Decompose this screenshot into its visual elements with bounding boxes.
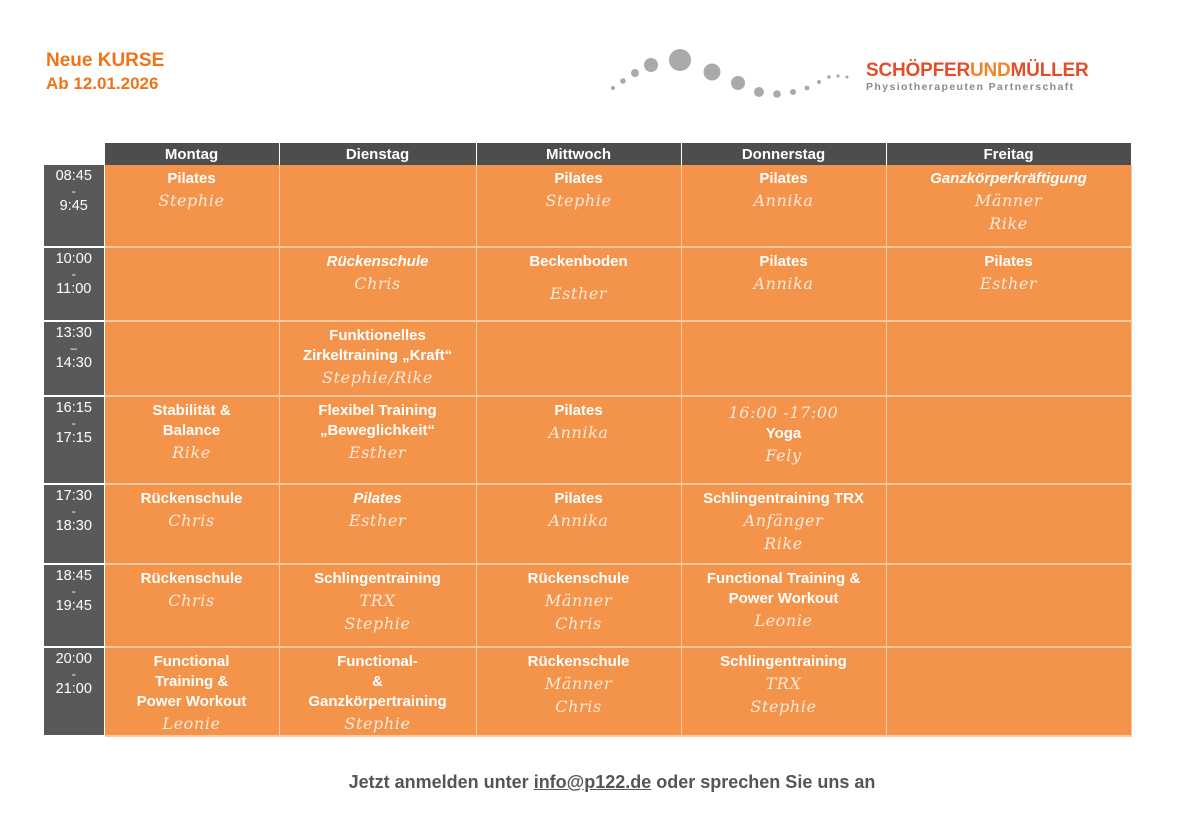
course-title: Ganzkörpertraining [308,693,447,710]
time-start: 13:30 [55,325,92,341]
course-cell [476,647,681,736]
course-cell [104,647,279,736]
logo-dot [790,89,796,95]
course-title: Pilates [167,170,216,187]
course-detail: Esther [348,443,407,462]
time-slot-row [44,247,1131,321]
course-detail: TRX [765,674,802,693]
course-detail: Männer [544,591,613,610]
course-title: Pilates [984,253,1033,270]
logo-dot [704,64,721,81]
logo-dot [773,90,781,98]
course-detail: 16:00 -17:00 [728,403,839,422]
logo-dot [805,86,810,91]
course-title: Yoga [765,425,802,442]
course-title: Flexibel Training [318,402,437,419]
course-cell [279,396,476,484]
course-cell [279,484,476,564]
time-end: 18:30 [55,518,92,534]
logo-dot [669,49,691,71]
course-cell [279,247,476,321]
course-detail: Chris [168,591,215,610]
time-separator: - [71,267,76,281]
course-title: & [372,673,383,690]
logo-dot [631,69,639,77]
logo-dots-graphic [605,40,860,110]
course-detail: Stephie [750,697,817,716]
day-header: Mittwoch [476,143,681,165]
logo-dot [620,78,626,84]
empty-cell [104,321,279,396]
time-start: 16:15 [55,400,92,416]
time-slot-row [44,396,1131,484]
course-detail: Stephie [344,714,411,733]
course-title: Stabilität & [152,402,231,419]
course-cell [681,165,886,247]
time-start: 17:30 [55,488,92,504]
course-title: Pilates [554,170,603,187]
time-separator: - [71,184,76,198]
course-cell [279,564,476,647]
logo-dot [754,87,764,97]
course-detail: Chris [354,274,401,293]
course-title: Power Workout [728,590,839,607]
empty-cell [886,484,1131,564]
course-cell [681,564,886,647]
time-separator: - [71,416,76,430]
empty-cell [476,321,681,396]
course-detail: Chris [555,614,602,633]
course-cell [886,165,1131,247]
time-end: 14:30 [55,355,92,371]
start-date: Ab 12.01.2026 [46,74,159,93]
time-slot [44,321,104,396]
footer-before: Jetzt anmelden unter [348,772,534,792]
time-start: 18:45 [55,568,92,584]
time-separator: - [71,504,76,518]
time-end: 9:45 [59,198,88,214]
time-separator: - [71,584,76,598]
course-title: Pilates [554,490,603,507]
course-title: Rückenschule [527,653,630,670]
time-separator: – [70,341,78,355]
course-cell [681,396,886,484]
course-title: Pilates [759,253,808,270]
course-title: Schlingentraining TRX [703,490,864,507]
logo-dot [644,58,658,72]
logo-dot [846,76,849,79]
course-detail: Männer [544,674,613,693]
page-title: Neue KURSE [46,50,165,71]
time-slot-row [44,564,1131,647]
course-detail: Männer [974,191,1043,210]
course-title: „Beweglichkeit“ [319,422,436,439]
footer-text [0,772,1199,793]
empty-cell [886,321,1131,396]
course-title: Pilates [759,170,808,187]
course-detail: Stephie/Rike [322,368,433,387]
course-cell [104,165,279,247]
course-schedule-table [44,143,1132,737]
empty-cell [886,564,1131,647]
day-header: Freitag [886,143,1131,165]
course-title: Training & [154,673,229,690]
course-title: Rückenschule [140,570,243,587]
course-title: Pilates [353,490,402,507]
time-slot [44,247,104,321]
course-detail: Esther [979,274,1038,293]
course-cell [104,564,279,647]
course-cell [681,647,886,736]
course-cell [476,484,681,564]
time-start: 08:45 [55,168,92,184]
course-detail: Stephie [344,614,411,633]
course-title: Rückenschule [326,253,429,270]
course-detail: Rike [764,534,803,553]
time-start: 10:00 [55,251,92,267]
course-title: Functional Training & [706,570,861,587]
time-separator: - [71,667,76,681]
course-detail: Anfänger [743,511,824,530]
time-slot [44,484,104,564]
course-detail: Leonie [754,611,813,630]
spacer [477,272,681,282]
day-header: Montag [104,143,279,165]
empty-cell [886,396,1131,484]
course-detail: Chris [168,511,215,530]
logo-dot [836,74,839,77]
email-link[interactable]: info@p122.de [533,772,652,792]
course-detail: Rike [172,443,211,462]
course-cell [476,247,681,321]
course-cell [476,396,681,484]
time-end: 11:00 [56,281,92,297]
logo-dot [611,86,615,90]
day-header: Dienstag [279,143,476,165]
time-end: 19:45 [55,598,92,614]
time-slot-row [44,484,1131,564]
course-cell [476,165,681,247]
time-end: 17:15 [55,430,92,446]
course-title: Ganzkörperkräftigung [930,170,1087,187]
day-header: Donnerstag [681,143,886,165]
course-title: Rückenschule [140,490,243,507]
time-slot-row [44,165,1131,247]
time-start: 20:00 [55,651,92,667]
course-cell [279,647,476,736]
logo-brand-part2: UND [969,60,1011,81]
corner-cell [44,143,104,165]
course-cell [886,247,1131,321]
footer-after: oder sprechen Sie uns an [651,772,876,792]
empty-cell [886,647,1131,736]
logo-dot [827,75,831,79]
logo-brand-part1: SCHÖPFER [866,60,970,81]
course-cell [104,484,279,564]
course-detail: Leonie [162,714,221,733]
day-header-row [44,143,1131,165]
course-detail: Fely [765,446,802,465]
course-cell [279,321,476,396]
course-title: Schlingentraining [314,570,441,587]
time-slot-row [44,647,1131,736]
course-detail: Esther [549,284,608,303]
time-end: 21:00 [55,681,92,697]
time-slot-row [44,321,1131,396]
course-cell [104,396,279,484]
course-detail: Stephie [158,191,225,210]
time-slot [44,564,104,647]
course-detail: Rike [989,214,1028,233]
logo-brand [866,61,1089,81]
course-cell [681,484,886,564]
logo-dot [817,80,821,84]
course-detail: Annika [753,191,814,210]
course-cell [476,564,681,647]
course-detail: Chris [555,697,602,716]
course-title: Rückenschule [527,570,630,587]
course-title: Zirkeltraining „Kraft“ [302,347,453,364]
course-title: Functional- [337,653,418,670]
course-title: Funktionelles [329,327,426,344]
course-detail: Annika [753,274,814,293]
course-cell [681,247,886,321]
logo-brand-part3: MÜLLER [1010,60,1089,81]
empty-cell [279,165,476,247]
logo [866,61,1089,93]
time-slot [44,647,104,736]
logo-subtitle: Physiotherapeuten Partnerschaft [866,81,1075,93]
course-detail: Esther [348,511,407,530]
page-title-block [46,50,164,96]
course-title: Power Workout [136,693,247,710]
course-title: Schlingentraining [720,653,847,670]
course-detail: Annika [548,423,609,442]
time-slot [44,165,104,247]
course-detail: TRX [359,591,396,610]
course-title: Beckenboden [529,253,628,270]
course-title: Pilates [554,402,603,419]
time-slot [44,396,104,484]
course-detail: Stephie [545,191,612,210]
empty-cell [681,321,886,396]
logo-dot [731,76,745,90]
course-title: Functional [153,653,230,670]
course-detail: Annika [548,511,609,530]
empty-cell [104,247,279,321]
course-title: Balance [162,422,221,439]
